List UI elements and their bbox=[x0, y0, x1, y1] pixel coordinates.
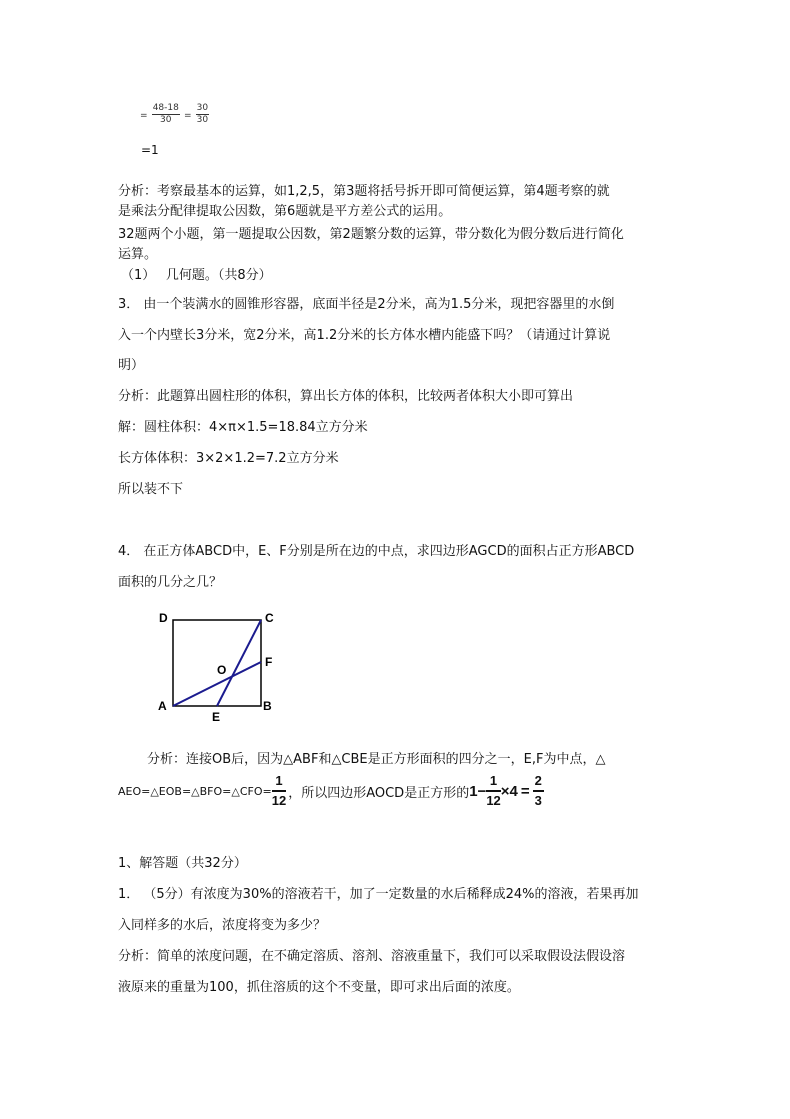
label-o: O bbox=[217, 663, 227, 677]
expr-result-fraction bbox=[533, 772, 544, 810]
calc-fraction-line bbox=[140, 103, 209, 126]
problem3-cuboid: 长方体体积：3×2×1.2=7.2立方分米 bbox=[118, 451, 339, 466]
fraction-1-numerator: 48-18 bbox=[152, 103, 179, 113]
problem3-conclusion: 所以装不下 bbox=[118, 482, 184, 497]
expr-fraction-numerator: 1 bbox=[486, 772, 500, 792]
concentration-analysis-line1: 分析：简单的浓度问题，在不确定溶质、溶剂、溶液重量下，我们可以采取假设法假设溶 bbox=[118, 949, 626, 964]
fraction-denominator: 12 bbox=[271, 793, 287, 808]
fraction-2 bbox=[196, 103, 209, 126]
analysis1-line3: 32题两个小题，第一题提取公因数，第2题繁分数的运算，带分数化为假分数后进行简化 bbox=[118, 227, 624, 242]
equals-sign: = bbox=[183, 111, 192, 121]
problem4-line1: 4． 在正方体ABCD中，E、F分别是所在边的中点，求四边形AGCD的面积占正方形ABCD bbox=[118, 544, 635, 559]
analysis1-line2: 是乘法分配律提取公因数，第6题就是平方差公式的运用。 bbox=[118, 204, 452, 219]
expr-fraction-denominator: 12 bbox=[486, 793, 501, 808]
problem3-line2: 入一个内壁长3分米，宽2分米，高1.2分米的长方体水槽内能盛下吗？（请通过计算说 bbox=[118, 328, 611, 343]
label-e: E bbox=[212, 710, 221, 724]
fraction-2-denominator: 30 bbox=[196, 115, 209, 125]
label-d: D bbox=[159, 611, 168, 625]
section-geometry-heading: （1） 几何题。（共8分） bbox=[121, 268, 272, 283]
calc-result: =1 bbox=[141, 143, 159, 157]
problem4-analysis-line2 bbox=[118, 772, 544, 810]
expr-fraction bbox=[486, 772, 500, 810]
problem3-line3: 明） bbox=[118, 358, 145, 373]
fraction-1 bbox=[152, 103, 180, 126]
expr-result-denominator: 3 bbox=[534, 793, 542, 808]
expr-one-minus: 1− bbox=[469, 782, 487, 800]
problem3-line1: 3． 由一个装满水的圆锥形容器，底面半径是2分米，高为1.5分米，现把容器里的水倒 bbox=[118, 297, 615, 312]
concentration-line1: 1． （5分）有浓度为30%的溶液若干，加了一定数量的水后稀释成24%的溶液，若果再加 bbox=[118, 887, 639, 902]
square-diagram bbox=[150, 605, 285, 725]
equals-sign: = bbox=[140, 111, 148, 121]
concentration-analysis-line2: 液原来的重量为100，抓住溶质的这个不变量，即可求出后面的浓度。 bbox=[118, 980, 520, 995]
fraction-1-denominator: 30 bbox=[160, 115, 172, 125]
fraction-2-numerator: 30 bbox=[196, 103, 209, 113]
label-a: A bbox=[158, 699, 167, 713]
label-c: C bbox=[265, 611, 274, 625]
expr-times-four: ×4 bbox=[500, 782, 518, 800]
expr-equals: = bbox=[520, 782, 530, 800]
problem3-analysis: 分析：此题算出圆柱形的体积，算出长方体的体积，比较两者体积大小即可算出 bbox=[118, 389, 574, 404]
analysis1-line4: 运算。 bbox=[118, 247, 158, 262]
problem3-solution: 解：圆柱体积：4×π×1.5=18.84立方分米 bbox=[118, 420, 368, 435]
expr-result-numerator: 2 bbox=[533, 772, 544, 792]
section-answers-heading: 1、解答题（共32分） bbox=[118, 856, 247, 871]
fraction-numerator: 1 bbox=[272, 772, 286, 792]
fraction-one-twelfth bbox=[272, 772, 286, 810]
problem4-analysis-line1: 分析：连接OB后，因为△ABF和△CBE是正方形面积的四分之一，E,F为中点，△ bbox=[147, 752, 606, 767]
analysis1-line1: 分析：考察最基本的运算，如1,2,5，第3题将括号拆开即可简便运算，第4题考察的就 bbox=[118, 184, 610, 199]
problem4-line2: 面积的几分之几？ bbox=[118, 575, 223, 590]
triangle-equalities: AEO=△EOB=△BFO=△CFO= bbox=[118, 784, 272, 798]
analysis-middle-text: ，所以四边形AOCD是正方形的 bbox=[288, 785, 470, 801]
label-b: B bbox=[263, 699, 272, 713]
concentration-line2: 入同样多的水后，浓度将变为多少？ bbox=[118, 918, 327, 933]
label-f: F bbox=[265, 655, 273, 669]
